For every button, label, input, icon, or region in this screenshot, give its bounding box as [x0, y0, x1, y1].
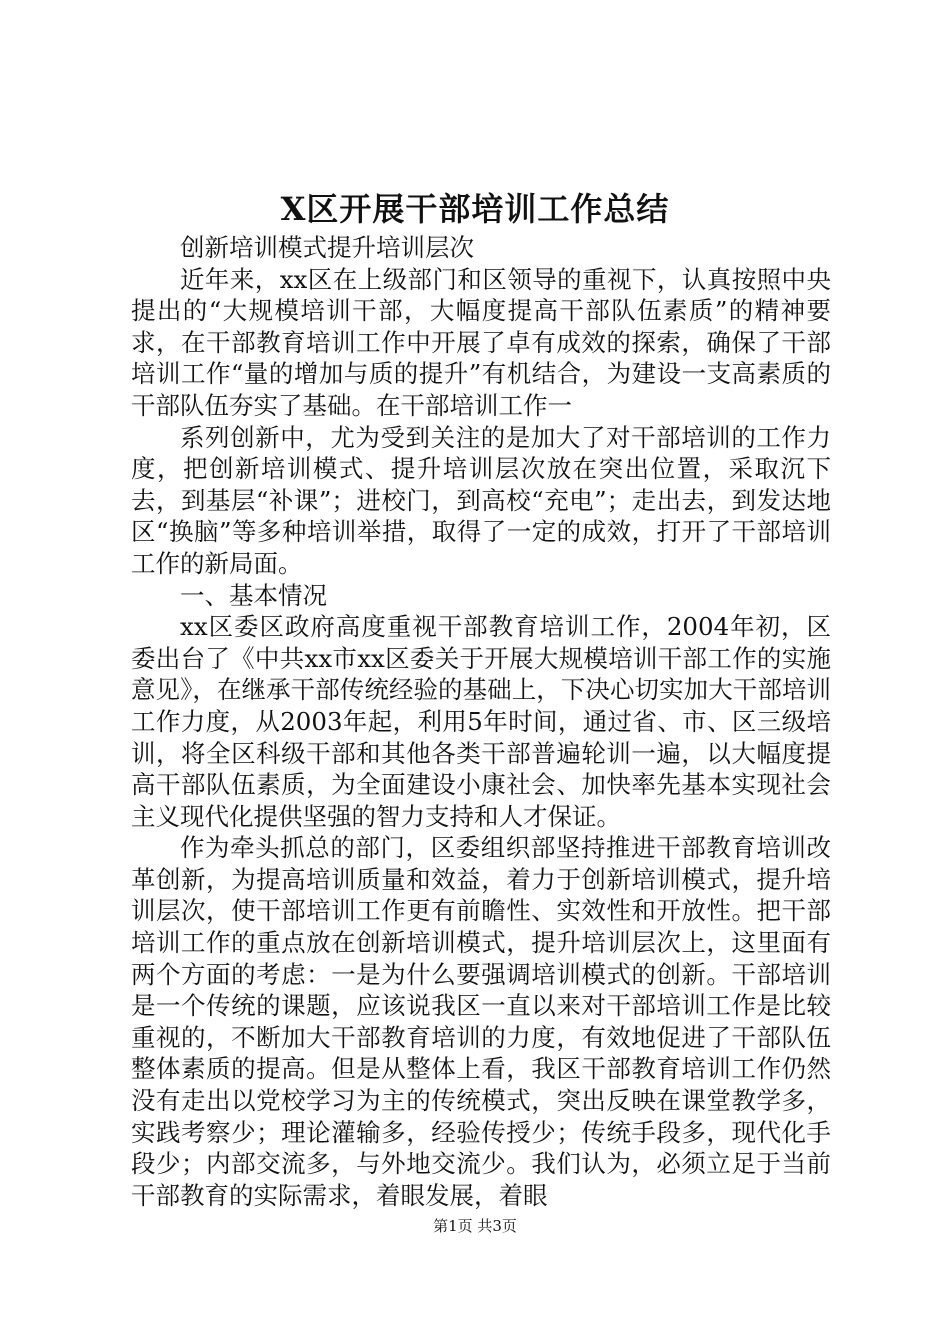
document-title: X区开展干部培训工作总结	[280, 190, 670, 228]
body-paragraph: 近年来，xx区在上级部门和区领导的重视下，认真按照中央提出的“大规模培训干部，大幅度提高干部队伍素质”的精神要求，在干部教育培训工作中开展了卓有成效的探索，确保了干部培训工作“量的增加与质的提升”有机结合，为建设一支高素质的干部队伍夯实了基础。在干部培训工作一	[131, 264, 831, 420]
section-heading: 一、基本情况	[180, 580, 327, 610]
body-paragraph: 作为牵头抓总的部门，区委组织部坚持推进干部教育培训改革创新，为提高培训质量和效益，着力于创新培训模式，提升培训层次，使干部培训工作更有前瞻性、实效性和开放性。把干部培训工作的重点放在创新培训模式，提升培训层次上，这里面有两个方面的考虑：一是为什么要强调培训模式的创新。干部培训是一个传统的课题，应该说我区一直以来对干部培训工作是比较重视的，不断加大干部教育培训的力度，有效地促进了干部队伍整体素质的提高。但是从整体上看，我区干部教育培训工作仍然没有走出以党校学习为主的传统模式，突出反映在课堂教学多，实践考察少；理论灌输多，经验传授少；传统手段多，现代化手段少；内部交流多，与外地交流少。我们认为，必须立足于当前干部教育的实际需求，着眼发展，着眼	[131, 833, 831, 1210]
body-paragraph: 系列创新中，尤为受到关注的是加大了对干部培训的工作力度，把创新培训模式、提升培训层次放在突出位置，采取沉下去，到基层“补课”；进校门，到高校“充电”；走出去，到发达地区“换脑”等多种培训举措，取得了一定的成效，打开了干部培训工作的新局面。	[131, 422, 831, 578]
subtitle-paragraph: 创新培训模式提升培训层次	[180, 233, 474, 262]
body-paragraph: xx区委区政府高度重视干部教育培训工作，2004年初，区委出台了《中共xx市xx区委关于开展大规模培训干部工作的实施意见》，在继承干部传统经验的基础上，下决心切实加大干部培训工作力度，从2003年起，利用5年时间，通过省、市、区三级培训，将全区科级干部和其他各类干部普遍轮训一遍，以大幅度提高干部队伍素质，为全面建设小康社会、加快率先基本实现社会主义现代化提供坚强的智力支持和人才保证。	[131, 612, 831, 831]
document-body	[131, 232, 831, 1211]
page-number-footer: 第1页 共3页	[433, 1217, 517, 1235]
